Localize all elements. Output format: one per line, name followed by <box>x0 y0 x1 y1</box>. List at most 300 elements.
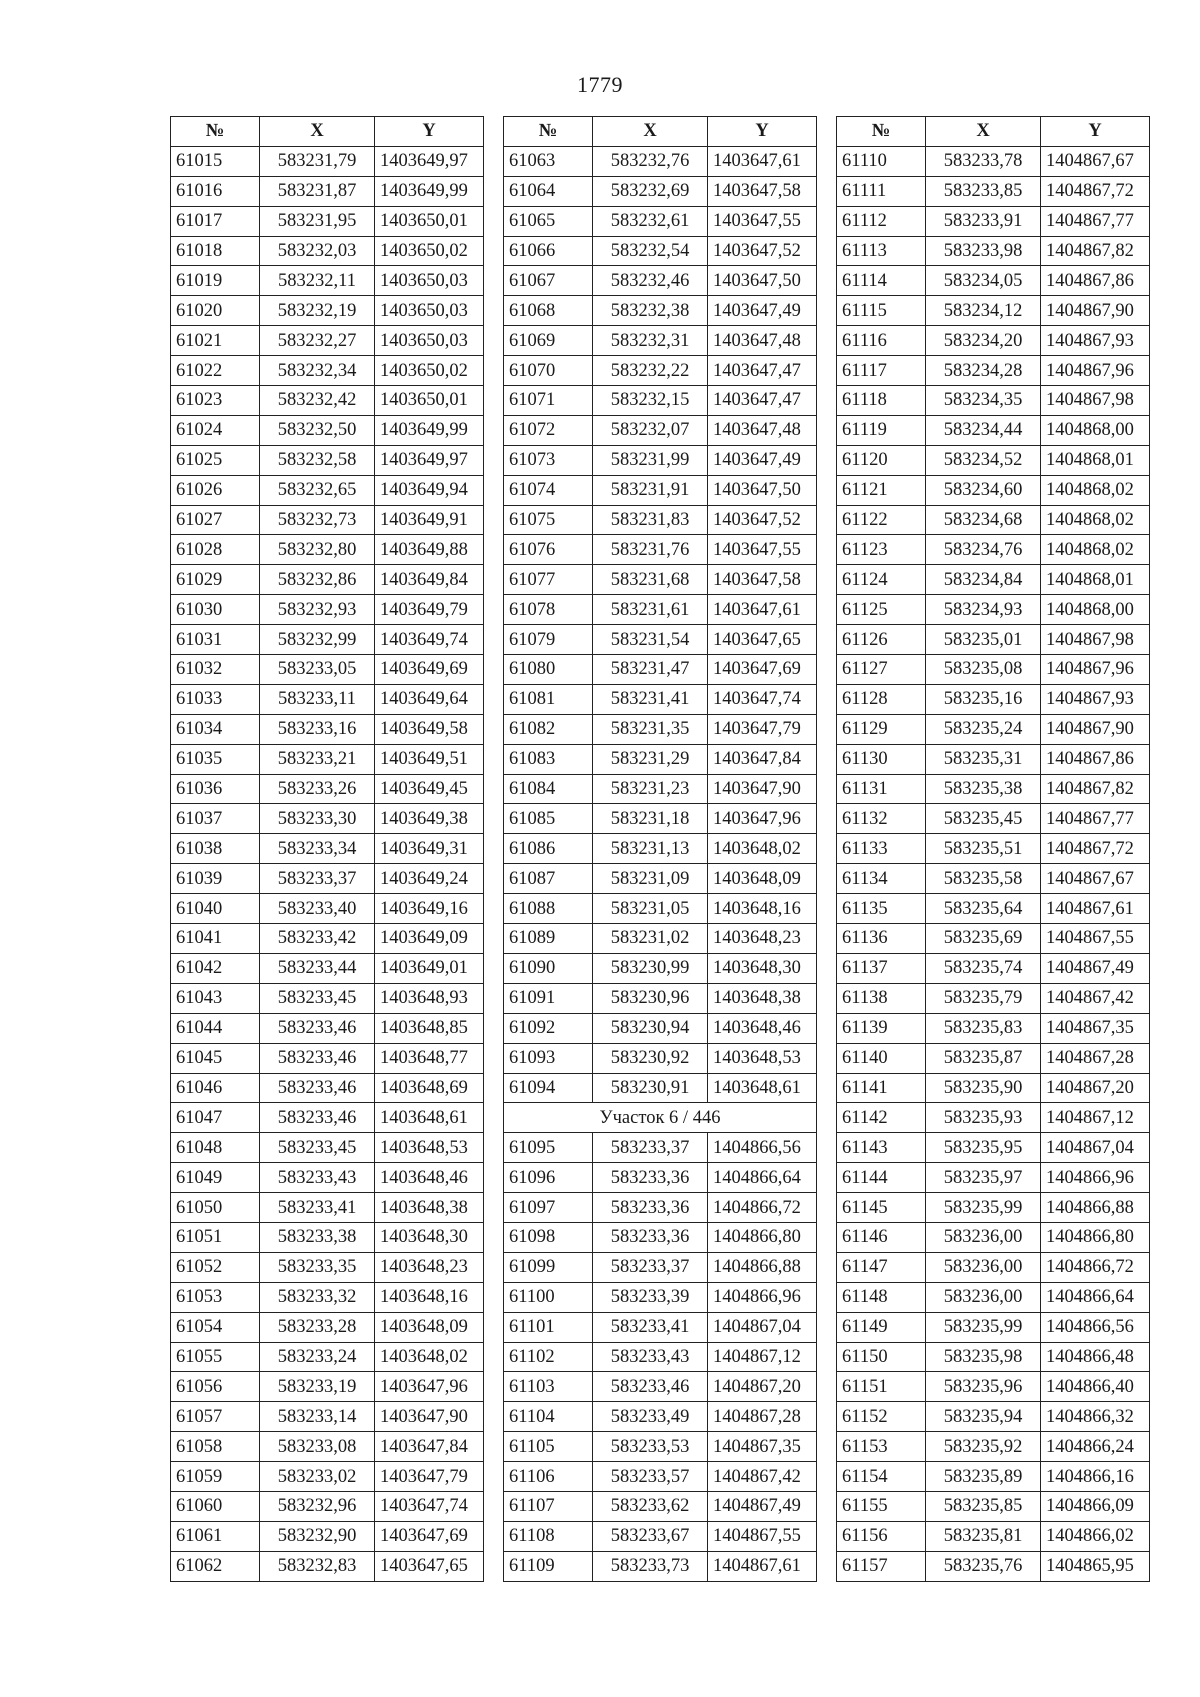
point-number-cell: 61082 <box>504 714 593 744</box>
x-coordinate-cell: 583236,00 <box>926 1222 1041 1252</box>
y-coordinate-cell: 1403647,74 <box>375 1491 484 1521</box>
table-row <box>504 1163 817 1193</box>
y-coordinate-cell: 1404867,49 <box>708 1491 817 1521</box>
y-coordinate-cell: 1403647,79 <box>375 1462 484 1492</box>
x-coordinate-cell: 583233,46 <box>260 1013 375 1043</box>
point-number-cell: 61069 <box>504 326 593 356</box>
coordinates-table-3 <box>836 116 1150 1582</box>
x-coordinate-cell: 583233,37 <box>260 864 375 894</box>
table-row <box>504 1073 817 1103</box>
x-coordinate-cell: 583235,95 <box>926 1133 1041 1163</box>
table-row <box>171 1462 484 1492</box>
y-coordinate-cell: 1403647,48 <box>708 415 817 445</box>
point-number-cell: 61090 <box>504 953 593 983</box>
point-number-cell: 61135 <box>837 894 926 924</box>
table-row <box>171 655 484 685</box>
point-number-cell: 61102 <box>504 1342 593 1372</box>
x-coordinate-cell: 583231,35 <box>593 714 708 744</box>
point-number-cell: 61095 <box>504 1133 593 1163</box>
y-coordinate-cell: 1404867,35 <box>708 1432 817 1462</box>
y-coordinate-cell: 1404867,90 <box>1041 714 1150 744</box>
table-row <box>837 565 1150 595</box>
y-coordinate-cell: 1403648,93 <box>375 983 484 1013</box>
table-row <box>837 744 1150 774</box>
table-row <box>837 625 1150 655</box>
y-coordinate-cell: 1403649,99 <box>375 176 484 206</box>
table-row <box>837 1342 1150 1372</box>
x-coordinate-cell: 583233,11 <box>260 684 375 714</box>
x-coordinate-cell: 583233,36 <box>593 1163 708 1193</box>
y-coordinate-cell: 1404866,64 <box>1041 1282 1150 1312</box>
x-coordinate-cell: 583235,93 <box>926 1103 1041 1133</box>
point-number-cell: 61058 <box>171 1432 260 1462</box>
point-number-cell: 61108 <box>504 1521 593 1551</box>
point-number-cell: 61125 <box>837 595 926 625</box>
x-coordinate-cell: 583235,94 <box>926 1402 1041 1432</box>
table-row <box>837 505 1150 535</box>
x-coordinate-cell: 583234,76 <box>926 535 1041 565</box>
table-row <box>837 415 1150 445</box>
point-number-cell: 61055 <box>171 1342 260 1372</box>
point-number-cell: 61110 <box>837 146 926 176</box>
point-number-cell: 61118 <box>837 386 926 416</box>
x-coordinate-cell: 583232,96 <box>260 1491 375 1521</box>
table-row <box>504 744 817 774</box>
x-coordinate-cell: 583233,78 <box>926 146 1041 176</box>
x-coordinate-cell: 583235,98 <box>926 1342 1041 1372</box>
x-coordinate-cell: 583233,43 <box>260 1163 375 1193</box>
point-number-cell: 61066 <box>504 236 593 266</box>
table-row <box>171 1491 484 1521</box>
point-number-cell: 61091 <box>504 983 593 1013</box>
y-coordinate-cell: 1403649,74 <box>375 625 484 655</box>
y-coordinate-cell: 1403648,46 <box>375 1163 484 1193</box>
point-number-cell: 61023 <box>171 386 260 416</box>
x-coordinate-cell: 583232,19 <box>260 296 375 326</box>
point-number-cell: 61084 <box>504 774 593 804</box>
x-coordinate-cell: 583233,39 <box>593 1282 708 1312</box>
table-row <box>837 714 1150 744</box>
point-number-cell: 61032 <box>171 655 260 685</box>
point-number-cell: 61149 <box>837 1312 926 1342</box>
table-row <box>837 1372 1150 1402</box>
table-row <box>504 595 817 625</box>
x-coordinate-cell: 583230,99 <box>593 953 708 983</box>
x-coordinate-cell: 583232,27 <box>260 326 375 356</box>
table-row <box>504 983 817 1013</box>
y-coordinate-cell: 1404866,24 <box>1041 1432 1150 1462</box>
point-number-cell: 61020 <box>171 296 260 326</box>
table-row <box>171 1043 484 1073</box>
table-row <box>171 595 484 625</box>
y-coordinate-cell: 1404867,12 <box>1041 1103 1150 1133</box>
y-coordinate-cell: 1403648,61 <box>375 1103 484 1133</box>
point-number-cell: 61016 <box>171 176 260 206</box>
point-number-cell: 61065 <box>504 206 593 236</box>
x-coordinate-cell: 583235,51 <box>926 834 1041 864</box>
table-row <box>171 684 484 714</box>
table-row <box>504 1432 817 1462</box>
y-coordinate-cell: 1403648,85 <box>375 1013 484 1043</box>
y-coordinate-cell: 1404867,96 <box>1041 655 1150 685</box>
table-row <box>837 924 1150 954</box>
y-coordinate-cell: 1404867,77 <box>1041 206 1150 236</box>
table-row <box>171 296 484 326</box>
x-coordinate-cell: 583233,44 <box>260 953 375 983</box>
table-row <box>837 774 1150 804</box>
table-row <box>837 1432 1150 1462</box>
x-coordinate-cell: 583232,80 <box>260 535 375 565</box>
x-coordinate-cell: 583235,08 <box>926 655 1041 685</box>
point-number-cell: 61142 <box>837 1103 926 1133</box>
x-coordinate-cell: 583231,41 <box>593 684 708 714</box>
table-row <box>837 684 1150 714</box>
point-number-cell: 61043 <box>171 983 260 1013</box>
coordinates-table-2 <box>503 116 817 1582</box>
y-coordinate-cell: 1404868,01 <box>1041 445 1150 475</box>
table-row <box>837 206 1150 236</box>
y-coordinate-cell: 1403647,65 <box>708 625 817 655</box>
x-coordinate-cell: 583232,46 <box>593 266 708 296</box>
point-number-cell: 61071 <box>504 386 593 416</box>
table-row <box>171 535 484 565</box>
y-coordinate-cell: 1403648,09 <box>708 864 817 894</box>
point-number-cell: 61068 <box>504 296 593 326</box>
x-coordinate-cell: 583231,61 <box>593 595 708 625</box>
point-number-cell: 61124 <box>837 565 926 595</box>
header-x: X <box>260 117 375 147</box>
table-row <box>171 206 484 236</box>
y-coordinate-cell: 1404866,96 <box>708 1282 817 1312</box>
point-number-cell: 61074 <box>504 475 593 505</box>
x-coordinate-cell: 583231,83 <box>593 505 708 535</box>
y-coordinate-cell: 1404867,55 <box>1041 924 1150 954</box>
point-number-cell: 61015 <box>171 146 260 176</box>
x-coordinate-cell: 583233,85 <box>926 176 1041 206</box>
x-coordinate-cell: 583234,44 <box>926 415 1041 445</box>
point-number-cell: 61046 <box>171 1073 260 1103</box>
table-row <box>504 894 817 924</box>
table-row <box>837 1282 1150 1312</box>
table-row <box>504 953 817 983</box>
x-coordinate-cell: 583232,83 <box>260 1551 375 1581</box>
x-coordinate-cell: 583231,54 <box>593 625 708 655</box>
x-coordinate-cell: 583233,28 <box>260 1312 375 1342</box>
point-number-cell: 61113 <box>837 236 926 266</box>
x-coordinate-cell: 583235,31 <box>926 744 1041 774</box>
table-row <box>504 1193 817 1223</box>
table-row <box>837 1462 1150 1492</box>
point-number-cell: 61104 <box>504 1402 593 1432</box>
point-number-cell: 61134 <box>837 864 926 894</box>
table-row <box>504 326 817 356</box>
x-coordinate-cell: 583235,81 <box>926 1521 1041 1551</box>
y-coordinate-cell: 1404866,88 <box>708 1252 817 1282</box>
table-row <box>504 1133 817 1163</box>
x-coordinate-cell: 583232,73 <box>260 505 375 535</box>
y-coordinate-cell: 1404867,98 <box>1041 625 1150 655</box>
y-coordinate-cell: 1403647,58 <box>708 176 817 206</box>
table-row <box>171 924 484 954</box>
table-row <box>171 714 484 744</box>
y-coordinate-cell: 1403648,16 <box>375 1282 484 1312</box>
table-row <box>837 1133 1150 1163</box>
x-coordinate-cell: 583232,03 <box>260 236 375 266</box>
y-coordinate-cell: 1403648,77 <box>375 1043 484 1073</box>
point-number-cell: 61028 <box>171 535 260 565</box>
x-coordinate-cell: 583235,99 <box>926 1312 1041 1342</box>
table-row <box>504 1252 817 1282</box>
table-row <box>504 1402 817 1432</box>
y-coordinate-cell: 1404867,04 <box>708 1312 817 1342</box>
table-row <box>837 1491 1150 1521</box>
x-coordinate-cell: 583235,16 <box>926 684 1041 714</box>
y-coordinate-cell: 1403649,97 <box>375 146 484 176</box>
point-number-cell: 61089 <box>504 924 593 954</box>
point-number-cell: 61045 <box>171 1043 260 1073</box>
y-coordinate-cell: 1403647,52 <box>708 505 817 535</box>
point-number-cell: 61030 <box>171 595 260 625</box>
point-number-cell: 61056 <box>171 1372 260 1402</box>
table-row <box>504 804 817 834</box>
table-row <box>504 834 817 864</box>
y-coordinate-cell: 1404867,42 <box>708 1462 817 1492</box>
point-number-cell: 61105 <box>504 1432 593 1462</box>
y-coordinate-cell: 1403647,79 <box>708 714 817 744</box>
x-coordinate-cell: 583231,79 <box>260 146 375 176</box>
table-row <box>504 625 817 655</box>
table-row <box>504 1372 817 1402</box>
x-coordinate-cell: 583231,05 <box>593 894 708 924</box>
point-number-cell: 61146 <box>837 1222 926 1252</box>
table-row <box>837 445 1150 475</box>
point-number-cell: 61018 <box>171 236 260 266</box>
y-coordinate-cell: 1404866,72 <box>708 1193 817 1223</box>
point-number-cell: 61115 <box>837 296 926 326</box>
point-number-cell: 61103 <box>504 1372 593 1402</box>
x-coordinate-cell: 583233,57 <box>593 1462 708 1492</box>
table-row <box>837 1551 1150 1581</box>
y-coordinate-cell: 1403647,96 <box>708 804 817 834</box>
y-coordinate-cell: 1403647,61 <box>708 595 817 625</box>
table-row <box>171 1402 484 1432</box>
point-number-cell: 61083 <box>504 744 593 774</box>
y-coordinate-cell: 1403647,84 <box>375 1432 484 1462</box>
y-coordinate-cell: 1404867,98 <box>1041 386 1150 416</box>
table-row <box>837 1043 1150 1073</box>
point-number-cell: 61147 <box>837 1252 926 1282</box>
y-coordinate-cell: 1404867,93 <box>1041 326 1150 356</box>
point-number-cell: 61042 <box>171 953 260 983</box>
y-coordinate-cell: 1403647,47 <box>708 356 817 386</box>
x-coordinate-cell: 583231,47 <box>593 655 708 685</box>
point-number-cell: 61049 <box>171 1163 260 1193</box>
y-coordinate-cell: 1403650,03 <box>375 266 484 296</box>
point-number-cell: 61114 <box>837 266 926 296</box>
point-number-cell: 61080 <box>504 655 593 685</box>
section-title: Участок 6 / 446 <box>504 1103 817 1133</box>
table-row <box>171 415 484 445</box>
table-row <box>171 894 484 924</box>
y-coordinate-cell: 1404867,77 <box>1041 804 1150 834</box>
table-row <box>504 1282 817 1312</box>
x-coordinate-cell: 583230,94 <box>593 1013 708 1043</box>
table-row <box>504 445 817 475</box>
x-coordinate-cell: 583233,19 <box>260 1372 375 1402</box>
y-coordinate-cell: 1403649,45 <box>375 774 484 804</box>
x-coordinate-cell: 583230,92 <box>593 1043 708 1073</box>
x-coordinate-cell: 583232,31 <box>593 326 708 356</box>
table-row <box>504 655 817 685</box>
y-coordinate-cell: 1404867,20 <box>1041 1073 1150 1103</box>
x-coordinate-cell: 583236,00 <box>926 1282 1041 1312</box>
point-number-cell: 61051 <box>171 1222 260 1252</box>
y-coordinate-cell: 1404866,32 <box>1041 1402 1150 1432</box>
point-number-cell: 61109 <box>504 1551 593 1581</box>
y-coordinate-cell: 1404868,02 <box>1041 505 1150 535</box>
table-row <box>171 565 484 595</box>
table-row <box>171 774 484 804</box>
y-coordinate-cell: 1404866,56 <box>708 1133 817 1163</box>
y-coordinate-cell: 1403648,23 <box>375 1252 484 1282</box>
x-coordinate-cell: 583232,61 <box>593 206 708 236</box>
y-coordinate-cell: 1404866,02 <box>1041 1521 1150 1551</box>
header-number: № <box>504 117 593 147</box>
x-coordinate-cell: 583231,91 <box>593 475 708 505</box>
table-row <box>171 475 484 505</box>
point-number-cell: 61137 <box>837 953 926 983</box>
table-row <box>504 684 817 714</box>
y-coordinate-cell: 1403650,01 <box>375 386 484 416</box>
point-number-cell: 61078 <box>504 595 593 625</box>
y-coordinate-cell: 1404866,09 <box>1041 1491 1150 1521</box>
table-row <box>171 386 484 416</box>
x-coordinate-cell: 583232,65 <box>260 475 375 505</box>
point-number-cell: 61081 <box>504 684 593 714</box>
y-coordinate-cell: 1403649,88 <box>375 535 484 565</box>
point-number-cell: 61120 <box>837 445 926 475</box>
x-coordinate-cell: 583233,46 <box>260 1043 375 1073</box>
x-coordinate-cell: 583234,28 <box>926 356 1041 386</box>
y-coordinate-cell: 1404867,86 <box>1041 266 1150 296</box>
x-coordinate-cell: 583235,69 <box>926 924 1041 954</box>
x-coordinate-cell: 583233,67 <box>593 1521 708 1551</box>
table-row <box>171 1432 484 1462</box>
table-row <box>837 475 1150 505</box>
x-coordinate-cell: 583231,02 <box>593 924 708 954</box>
y-coordinate-cell: 1403649,51 <box>375 744 484 774</box>
y-coordinate-cell: 1404866,80 <box>708 1222 817 1252</box>
point-number-cell: 61106 <box>504 1462 593 1492</box>
y-coordinate-cell: 1404868,02 <box>1041 535 1150 565</box>
x-coordinate-cell: 583232,42 <box>260 386 375 416</box>
x-coordinate-cell: 583232,69 <box>593 176 708 206</box>
table-row <box>171 266 484 296</box>
table-row <box>837 1222 1150 1252</box>
table-row <box>504 505 817 535</box>
table-row <box>837 1013 1150 1043</box>
table-row <box>171 1163 484 1193</box>
y-coordinate-cell: 1403648,02 <box>375 1342 484 1372</box>
x-coordinate-cell: 583233,21 <box>260 744 375 774</box>
point-number-cell: 61111 <box>837 176 926 206</box>
x-coordinate-cell: 583231,23 <box>593 774 708 804</box>
point-number-cell: 61022 <box>171 356 260 386</box>
x-coordinate-cell: 583231,13 <box>593 834 708 864</box>
table-row <box>837 146 1150 176</box>
x-coordinate-cell: 583231,99 <box>593 445 708 475</box>
x-coordinate-cell: 583233,41 <box>593 1312 708 1342</box>
y-coordinate-cell: 1403649,09 <box>375 924 484 954</box>
y-coordinate-cell: 1403647,96 <box>375 1372 484 1402</box>
y-coordinate-cell: 1403649,38 <box>375 804 484 834</box>
table-row <box>504 565 817 595</box>
point-number-cell: 61151 <box>837 1372 926 1402</box>
x-coordinate-cell: 583233,40 <box>260 894 375 924</box>
x-coordinate-cell: 583233,34 <box>260 834 375 864</box>
table-row <box>837 655 1150 685</box>
point-number-cell: 61035 <box>171 744 260 774</box>
point-number-cell: 61025 <box>171 445 260 475</box>
header-x: X <box>926 117 1041 147</box>
table-row <box>504 864 817 894</box>
x-coordinate-cell: 583235,87 <box>926 1043 1041 1073</box>
y-coordinate-cell: 1403649,84 <box>375 565 484 595</box>
point-number-cell: 61121 <box>837 475 926 505</box>
y-coordinate-cell: 1403648,02 <box>708 834 817 864</box>
x-coordinate-cell: 583233,53 <box>593 1432 708 1462</box>
point-number-cell: 61038 <box>171 834 260 864</box>
table-row <box>837 326 1150 356</box>
x-coordinate-cell: 583232,15 <box>593 386 708 416</box>
y-coordinate-cell: 1404867,35 <box>1041 1013 1150 1043</box>
table-row <box>171 445 484 475</box>
x-coordinate-cell: 583233,73 <box>593 1551 708 1581</box>
table-row <box>171 1372 484 1402</box>
y-coordinate-cell: 1403650,02 <box>375 236 484 266</box>
table-row <box>504 415 817 445</box>
table-row <box>504 1043 817 1073</box>
x-coordinate-cell: 583235,24 <box>926 714 1041 744</box>
y-coordinate-cell: 1404868,02 <box>1041 475 1150 505</box>
y-coordinate-cell: 1403647,69 <box>375 1521 484 1551</box>
table-row <box>504 475 817 505</box>
table-row <box>504 1551 817 1581</box>
point-number-cell: 61027 <box>171 505 260 535</box>
y-coordinate-cell: 1403647,69 <box>708 655 817 685</box>
point-number-cell: 61064 <box>504 176 593 206</box>
point-number-cell: 61085 <box>504 804 593 834</box>
y-coordinate-cell: 1403649,99 <box>375 415 484 445</box>
point-number-cell: 61052 <box>171 1252 260 1282</box>
x-coordinate-cell: 583235,85 <box>926 1491 1041 1521</box>
table-row <box>504 535 817 565</box>
table-row <box>171 834 484 864</box>
point-number-cell: 61156 <box>837 1521 926 1551</box>
y-coordinate-cell: 1403648,30 <box>375 1222 484 1252</box>
point-number-cell: 61050 <box>171 1193 260 1223</box>
point-number-cell: 61079 <box>504 625 593 655</box>
y-coordinate-cell: 1403649,16 <box>375 894 484 924</box>
x-coordinate-cell: 583233,49 <box>593 1402 708 1432</box>
point-number-cell: 61139 <box>837 1013 926 1043</box>
point-number-cell: 61093 <box>504 1043 593 1073</box>
y-coordinate-cell: 1403647,48 <box>708 326 817 356</box>
x-coordinate-cell: 583231,18 <box>593 804 708 834</box>
y-coordinate-cell: 1404867,90 <box>1041 296 1150 326</box>
x-coordinate-cell: 583233,37 <box>593 1133 708 1163</box>
x-coordinate-cell: 583233,43 <box>593 1342 708 1372</box>
